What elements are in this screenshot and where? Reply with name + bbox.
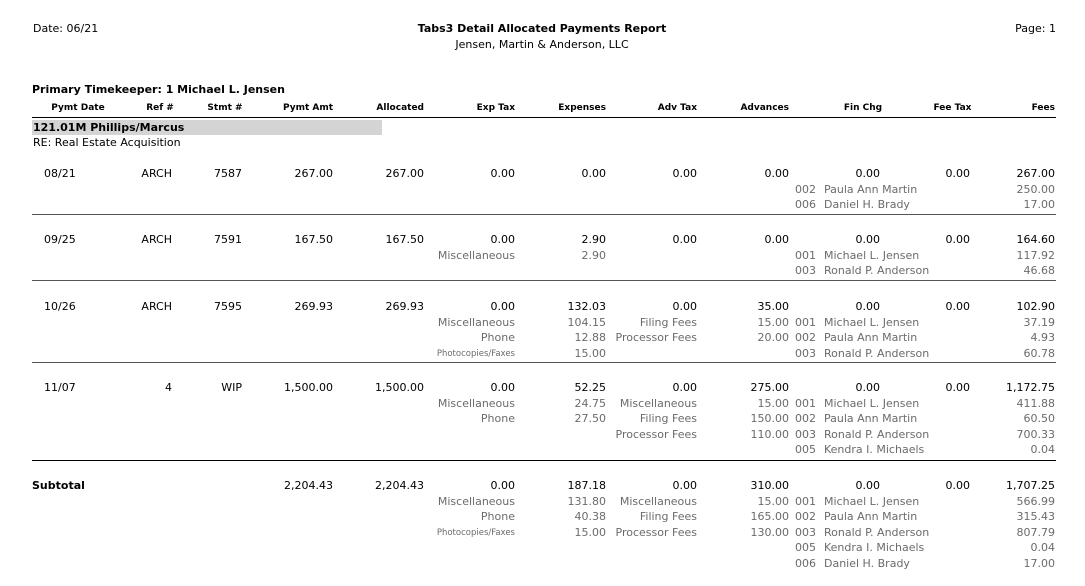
- cell-fees: 164.60: [1016, 233, 1055, 246]
- timekeeper-code: 005: [795, 541, 816, 554]
- timekeeper-name: Paula Ann Martin: [824, 331, 918, 344]
- timekeeper-name: Kendra I. Michaels: [824, 443, 925, 456]
- advance-amount: 15.00: [757, 315, 789, 329]
- timekeeper-code: 002: [795, 331, 816, 344]
- cell-allocated: 267.00: [385, 167, 424, 180]
- cell-fin-chg: 0.00: [855, 233, 880, 246]
- cell-expenses: 0.00: [581, 167, 606, 180]
- cell-fee-tax: 0.00: [945, 233, 970, 246]
- expense-category: Phone: [480, 510, 515, 523]
- timekeeper-name: Paula Ann Martin: [824, 182, 918, 196]
- timekeeper-name: Michael L. Jensen: [824, 315, 920, 329]
- cell-advances: 0.00: [764, 233, 789, 246]
- fee-amount: 0.04: [1030, 541, 1055, 554]
- expense-category: Phone: [480, 331, 515, 344]
- cell-expenses: 187.18: [567, 479, 606, 492]
- advance-category: Filing Fees: [639, 315, 697, 329]
- expense-amount: 24.75: [574, 396, 606, 410]
- column-header-stmt: Stmt #: [207, 103, 243, 113]
- fee-amount: 566.99: [1016, 494, 1055, 508]
- cell-advances: 35.00: [757, 300, 789, 313]
- cell-allocated: 1,500.00: [375, 381, 424, 394]
- cell-adv-tax: 0.00: [672, 300, 697, 313]
- advance-category: Filing Fees: [639, 412, 697, 425]
- payment-stmt: 7587: [214, 167, 242, 180]
- column-header-pymt-amt: Pymt Amt: [282, 103, 334, 113]
- timekeeper-name: Paula Ann Martin: [824, 510, 918, 523]
- timekeeper-code: 003: [795, 427, 816, 441]
- timekeeper-code: 001: [795, 315, 816, 329]
- column-header-pymt-date: Pymt Date: [51, 103, 105, 113]
- expense-category: Phone: [480, 412, 515, 425]
- payment-stmt: WIP: [221, 381, 242, 394]
- timekeeper-code: 002: [795, 510, 816, 523]
- timekeeper-name: Ronald P. Anderson: [824, 427, 930, 441]
- column-header-allocated: Allocated: [376, 103, 424, 113]
- cell-allocated: 269.93: [385, 300, 424, 313]
- column-header-fin-chg: Fin Chg: [843, 103, 883, 113]
- cell-adv-tax: 0.00: [672, 167, 697, 180]
- cell-fin-chg: 0.00: [855, 479, 880, 492]
- cell-expenses: 2.90: [581, 233, 606, 246]
- timekeeper-name: Michael L. Jensen: [824, 494, 920, 508]
- cell-advances: 310.00: [750, 479, 789, 492]
- advance-amount: 130.00: [750, 525, 789, 539]
- expense-category: Miscellaneous: [437, 248, 515, 262]
- timekeeper-code: 006: [795, 198, 816, 211]
- advance-category: Processor Fees: [615, 525, 697, 539]
- expense-amount: 27.50: [574, 412, 606, 425]
- cell-allocated: 2,204.43: [375, 479, 424, 492]
- cell-fin-chg: 0.00: [855, 381, 880, 394]
- cell-fees: 102.90: [1016, 300, 1055, 313]
- payment-date: 10/26: [44, 300, 76, 313]
- fee-amount: 700.33: [1016, 427, 1055, 441]
- cell-fee-tax: 0.00: [945, 381, 970, 394]
- advance-amount: 165.00: [750, 510, 789, 523]
- expense-category: Photocopies/Faxes: [436, 527, 515, 538]
- column-header-adv-tax: Adv Tax: [657, 103, 697, 113]
- advance-category: Processor Fees: [615, 427, 697, 441]
- expense-amount: 2.90: [581, 248, 606, 262]
- row-separator: [32, 460, 1056, 461]
- cell-pymt-amt: 267.00: [294, 167, 333, 180]
- payment-ref: 4: [165, 381, 172, 394]
- fee-amount: 250.00: [1016, 182, 1055, 196]
- cell-fee-tax: 0.00: [945, 300, 970, 313]
- advance-amount: 110.00: [750, 427, 789, 441]
- expense-amount: 131.80: [567, 494, 606, 508]
- row-separator: [32, 362, 1056, 363]
- cell-allocated: 167.50: [385, 233, 424, 246]
- timekeeper-name: Kendra I. Michaels: [824, 541, 925, 554]
- payment-stmt: 7591: [214, 233, 242, 246]
- timekeeper-name: Ronald P. Anderson: [824, 264, 930, 277]
- advance-category: Filing Fees: [639, 510, 697, 523]
- advance-category: Miscellaneous: [619, 494, 697, 508]
- cell-exp-tax: 0.00: [490, 300, 515, 313]
- advance-amount: 20.00: [757, 331, 789, 344]
- cell-pymt-amt: 1,500.00: [284, 381, 333, 394]
- expense-category: Miscellaneous: [437, 396, 515, 410]
- cell-pymt-amt: 2,204.43: [284, 479, 333, 492]
- cell-advances: 0.00: [764, 167, 789, 180]
- timekeeper-code: 005: [795, 443, 816, 456]
- fee-amount: 315.43: [1016, 510, 1055, 523]
- cell-fee-tax: 0.00: [945, 167, 970, 180]
- payment-ref: ARCH: [141, 167, 172, 180]
- cell-fees: 267.00: [1016, 167, 1055, 180]
- timekeeper-code: 002: [795, 182, 816, 196]
- timekeeper-name: Ronald P. Anderson: [824, 346, 930, 360]
- primary-timekeeper: Primary Timekeeper: 1 Michael L. Jensen: [32, 83, 285, 96]
- expense-amount: 15.00: [574, 525, 606, 539]
- column-header-advances: Advances: [740, 103, 789, 113]
- cell-adv-tax: 0.00: [672, 479, 697, 492]
- payment-date: 11/07: [44, 381, 76, 394]
- timekeeper-code: 001: [795, 396, 816, 410]
- cell-fin-chg: 0.00: [855, 167, 880, 180]
- timekeeper-name: Michael L. Jensen: [824, 396, 920, 410]
- cell-advances: 275.00: [750, 381, 789, 394]
- expense-amount: 12.88: [574, 331, 606, 344]
- fee-amount: 807.79: [1016, 525, 1055, 539]
- payment-ref: ARCH: [141, 300, 172, 313]
- fee-amount: 4.93: [1030, 331, 1055, 344]
- matter-re: RE: Real Estate Acquisition: [33, 136, 181, 149]
- timekeeper-code: 001: [795, 494, 816, 508]
- advance-amount: 150.00: [750, 412, 789, 425]
- column-header-exp-tax: Exp Tax: [476, 103, 515, 113]
- fee-amount: 37.19: [1023, 315, 1055, 329]
- payment-date: 08/21: [44, 167, 76, 180]
- fee-amount: 0.04: [1030, 443, 1055, 456]
- timekeeper-code: 003: [795, 346, 816, 360]
- timekeeper-code: 003: [795, 525, 816, 539]
- fee-amount: 117.92: [1016, 248, 1055, 262]
- timekeeper-code: 002: [795, 412, 816, 425]
- timekeeper-name: Daniel H. Brady: [824, 198, 910, 211]
- advance-amount: 15.00: [757, 494, 789, 508]
- cell-expenses: 132.03: [567, 300, 606, 313]
- fee-amount: 60.50: [1023, 412, 1055, 425]
- fee-amount: 60.78: [1023, 346, 1055, 360]
- report-title: Tabs3 Detail Allocated Payments Report: [417, 22, 667, 35]
- expense-category: Miscellaneous: [437, 315, 515, 329]
- header-rule: [32, 117, 1056, 118]
- cell-fin-chg: 0.00: [855, 300, 880, 313]
- fee-amount: 46.68: [1023, 264, 1055, 277]
- fee-amount: 17.00: [1023, 198, 1055, 211]
- report-date: Date: 06/21: [33, 22, 99, 35]
- subtotal-label: Subtotal: [32, 479, 85, 492]
- expense-amount: 15.00: [574, 346, 606, 360]
- fee-amount: 411.88: [1016, 396, 1055, 410]
- cell-pymt-amt: 269.93: [294, 300, 333, 313]
- fee-amount: 17.00: [1023, 556, 1055, 570]
- matter-name: 121.01M Phillips/Marcus: [33, 121, 185, 134]
- payment-ref: ARCH: [141, 233, 172, 246]
- row-separator: [32, 214, 1056, 215]
- advance-category: Processor Fees: [615, 331, 697, 344]
- expense-amount: 40.38: [574, 510, 606, 523]
- expense-amount: 104.15: [567, 315, 606, 329]
- page-number: Page: 1: [1015, 22, 1056, 35]
- column-header-ref: Ref #: [146, 103, 174, 113]
- column-header-fee-tax: Fee Tax: [933, 103, 972, 113]
- timekeeper-code: 001: [795, 248, 816, 262]
- cell-exp-tax: 0.00: [490, 167, 515, 180]
- timekeeper-code: 003: [795, 264, 816, 277]
- timekeeper-name: Michael L. Jensen: [824, 248, 920, 262]
- timekeeper-name: Daniel H. Brady: [824, 556, 910, 570]
- expense-category: Miscellaneous: [437, 494, 515, 508]
- cell-adv-tax: 0.00: [672, 381, 697, 394]
- cell-fee-tax: 0.00: [945, 479, 970, 492]
- advance-category: Miscellaneous: [619, 396, 697, 410]
- cell-exp-tax: 0.00: [490, 381, 515, 394]
- expense-category: Photocopies/Faxes: [436, 348, 515, 359]
- timekeeper-code: 006: [795, 556, 816, 570]
- payment-stmt: 7595: [214, 300, 242, 313]
- advance-amount: 15.00: [757, 396, 789, 410]
- cell-fees: 1,172.75: [1006, 381, 1055, 394]
- timekeeper-name: Ronald P. Anderson: [824, 525, 930, 539]
- cell-pymt-amt: 167.50: [294, 233, 333, 246]
- cell-exp-tax: 0.00: [490, 233, 515, 246]
- timekeeper-name: Paula Ann Martin: [824, 412, 918, 425]
- cell-adv-tax: 0.00: [672, 233, 697, 246]
- cell-exp-tax: 0.00: [490, 479, 515, 492]
- cell-expenses: 52.25: [574, 381, 606, 394]
- cell-fees: 1,707.25: [1006, 479, 1055, 492]
- firm-name: Jensen, Martin & Anderson, LLC: [455, 38, 629, 51]
- payment-date: 09/25: [44, 233, 76, 246]
- column-header-fees: Fees: [1031, 103, 1055, 113]
- row-separator: [32, 280, 1056, 281]
- column-header-expenses: Expenses: [558, 103, 606, 113]
